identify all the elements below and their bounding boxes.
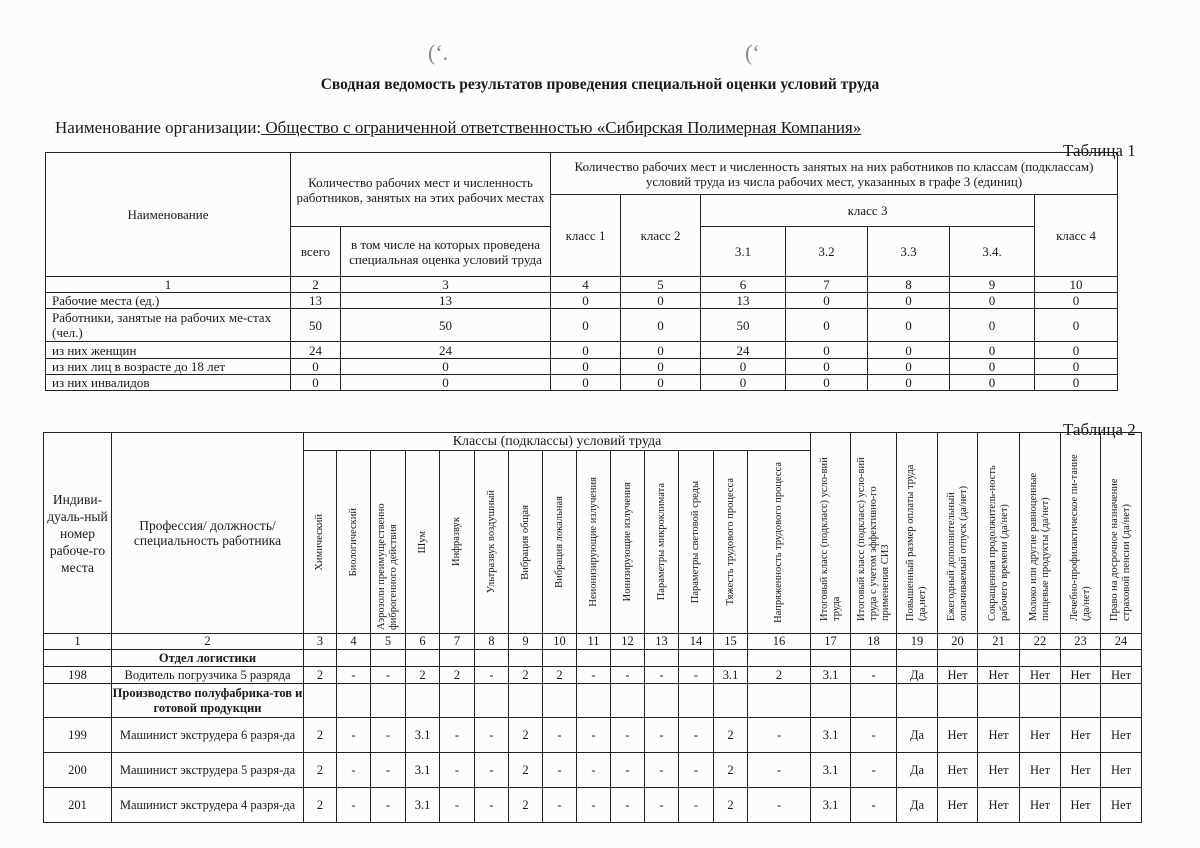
cell: 3.1 xyxy=(714,667,748,684)
header-classes-group: Классы (подклассы) условий труда xyxy=(304,433,811,451)
cell: 0 xyxy=(621,375,701,391)
cell xyxy=(406,684,440,718)
header-nutrition: Лечебно-профилактическое пи-тание (да/нет) xyxy=(1068,454,1092,621)
organization-line xyxy=(55,118,861,138)
cell: 0 xyxy=(786,359,868,375)
cell: Нет xyxy=(1061,718,1101,753)
cell: 2 xyxy=(748,667,811,684)
cell: 0 xyxy=(291,375,341,391)
cell: - xyxy=(645,667,679,684)
header-assessed: в том числе на которых проведена специальная оценка условий труда xyxy=(341,227,551,277)
cell: - xyxy=(371,753,406,788)
cell: 0 xyxy=(1035,375,1118,391)
col-num: 9 xyxy=(950,277,1035,293)
cell: 2 xyxy=(304,718,337,753)
document-title: Сводная ведомость результатов проведения специальной оценки условий труда xyxy=(320,76,880,93)
header-class3: класс 3 xyxy=(701,195,1035,227)
header-class3-2: 3.2 xyxy=(786,227,868,277)
cell xyxy=(645,684,679,718)
cell: 2 xyxy=(304,788,337,823)
cell: Да xyxy=(897,667,938,684)
col-num: 22 xyxy=(1020,634,1061,650)
header-factor-nonionizing: Неионизирующие излучения xyxy=(587,477,599,607)
cell: 0 xyxy=(291,359,341,375)
cell xyxy=(371,684,406,718)
cell: - xyxy=(851,753,897,788)
col-num: 1 xyxy=(44,634,112,650)
cell: 2 xyxy=(406,667,440,684)
cell: - xyxy=(611,753,645,788)
cell: - xyxy=(748,753,811,788)
col-num: 10 xyxy=(1035,277,1118,293)
cell: 2 xyxy=(440,667,475,684)
cell xyxy=(475,684,509,718)
cell: 0 xyxy=(786,293,868,309)
cell: - xyxy=(679,667,714,684)
cell xyxy=(543,684,577,718)
cell: - xyxy=(475,718,509,753)
pen-mark: (‘. xyxy=(428,40,449,65)
cell: Нет xyxy=(1101,667,1142,684)
col-num: 3 xyxy=(341,277,551,293)
header-final-class: Итоговый класс (подкласс) усло-вий труда xyxy=(818,457,842,621)
cell xyxy=(1020,650,1061,667)
cell xyxy=(304,684,337,718)
col-num: 4 xyxy=(337,634,371,650)
cell: - xyxy=(577,788,611,823)
col-num: 19 xyxy=(897,634,938,650)
cell: Нет xyxy=(1020,718,1061,753)
cell: 0 xyxy=(1035,309,1118,342)
table1-label: Таблица 1 xyxy=(1063,141,1136,160)
workplaces-table xyxy=(43,432,1142,823)
cell: 0 xyxy=(868,342,950,359)
cell: - xyxy=(337,718,371,753)
cell: Нет xyxy=(1020,753,1061,788)
cell: 2 xyxy=(509,753,543,788)
cell: 0 xyxy=(786,375,868,391)
cell: - xyxy=(679,788,714,823)
cell: 13 xyxy=(701,293,786,309)
header-factor-aerosols: Аэрозоли преимущественно фиброгенного действия xyxy=(376,503,399,630)
cell: 0 xyxy=(868,359,950,375)
col-num: 10 xyxy=(543,634,577,650)
cell: 3.1 xyxy=(811,788,851,823)
cell: 3.1 xyxy=(811,667,851,684)
cell: - xyxy=(748,718,811,753)
cell: 0 xyxy=(868,309,950,342)
cell: Нет xyxy=(1061,788,1101,823)
cell xyxy=(371,650,406,667)
cell: - xyxy=(475,753,509,788)
cell: - xyxy=(543,753,577,788)
cell: - xyxy=(577,718,611,753)
cell: - xyxy=(645,788,679,823)
cell: - xyxy=(645,718,679,753)
cell xyxy=(851,650,897,667)
row-label: из них инвалидов xyxy=(46,375,291,391)
cell: 0 xyxy=(1035,342,1118,359)
cell: - xyxy=(440,788,475,823)
cell: - xyxy=(851,718,897,753)
pen-mark: (‘ xyxy=(745,40,760,65)
cell: 13 xyxy=(341,293,551,309)
cell: Нет xyxy=(938,718,978,753)
cell: 0 xyxy=(551,309,621,342)
cell: 2 xyxy=(714,788,748,823)
cell: Нет xyxy=(1061,667,1101,684)
col-num: 7 xyxy=(440,634,475,650)
header-factor-biological: Биологический xyxy=(347,507,359,577)
cell: - xyxy=(577,667,611,684)
cell: 24 xyxy=(291,342,341,359)
cell: 24 xyxy=(341,342,551,359)
cell: - xyxy=(440,718,475,753)
cell: Нет xyxy=(978,753,1020,788)
col-num: 1 xyxy=(46,277,291,293)
cell: - xyxy=(645,753,679,788)
cell: 2 xyxy=(714,718,748,753)
cell: 3.1 xyxy=(406,753,440,788)
section-row xyxy=(44,684,1142,718)
cell: 0 xyxy=(786,309,868,342)
cell: 13 xyxy=(291,293,341,309)
cell: 3.1 xyxy=(811,718,851,753)
cell xyxy=(440,684,475,718)
cell xyxy=(897,684,938,718)
cell xyxy=(509,684,543,718)
col-num: 12 xyxy=(611,634,645,650)
cell xyxy=(714,650,748,667)
cell: - xyxy=(851,667,897,684)
row-label: из них лиц в возрасте до 18 лет xyxy=(46,359,291,375)
cell xyxy=(811,684,851,718)
header-factor-ionizing: Ионизирующие излучения xyxy=(621,482,633,602)
col-num: 2 xyxy=(112,634,304,650)
summary-table xyxy=(45,152,1118,391)
cell xyxy=(748,684,811,718)
cell: 0 xyxy=(621,309,701,342)
cell: Нет xyxy=(1101,753,1142,788)
cell: 0 xyxy=(551,293,621,309)
cell xyxy=(1101,684,1142,718)
cell: 0 xyxy=(868,375,950,391)
col-num: 15 xyxy=(714,634,748,650)
cell: 0 xyxy=(341,359,551,375)
cell xyxy=(645,650,679,667)
table-row xyxy=(46,293,1118,309)
cell: 3.1 xyxy=(406,788,440,823)
col-num: 23 xyxy=(1061,634,1101,650)
header-short-time: Сокращенная продолжитель-ность рабочего времени (да/нет) xyxy=(986,465,1010,621)
cell xyxy=(679,684,714,718)
header-class3-4: 3.4. xyxy=(950,227,1035,277)
cell: 0 xyxy=(950,359,1035,375)
column-numbers-row xyxy=(44,634,1142,650)
cell: - xyxy=(611,788,645,823)
cell xyxy=(897,650,938,667)
cell: - xyxy=(679,753,714,788)
col-num: 6 xyxy=(406,634,440,650)
header-factor-infrasound: Инфразвук xyxy=(451,517,462,567)
col-num: 17 xyxy=(811,634,851,650)
header-factor-vibration-general: Вибрация общая xyxy=(519,504,531,580)
section-row xyxy=(44,650,1142,667)
cell: 0 xyxy=(786,342,868,359)
header-final-class-siz: Итоговый класс (подкласс) усло-вий труда с учетом эффективно-го применения СИЗ xyxy=(855,457,891,621)
table-row xyxy=(46,359,1118,375)
header-class3-3: 3.3 xyxy=(868,227,950,277)
section-title: Производство полуфабрика-тов и готовой продукции xyxy=(112,684,304,718)
cell: 0 xyxy=(621,342,701,359)
col-num: 3 xyxy=(304,634,337,650)
cell: - xyxy=(337,788,371,823)
table-row xyxy=(44,718,1142,753)
cell: Нет xyxy=(1020,788,1061,823)
col-num: 8 xyxy=(868,277,950,293)
cell xyxy=(577,684,611,718)
table-row xyxy=(46,309,1118,342)
header-profession: Профессия/ должность/ специальность работника xyxy=(112,433,304,634)
table-row xyxy=(44,667,1142,684)
cell: 0 xyxy=(551,359,621,375)
cell: - xyxy=(371,667,406,684)
cell: 0 xyxy=(1035,293,1118,309)
header-class1: класс 1 xyxy=(551,195,621,277)
header-factor-lighting: Параметры световой среды xyxy=(690,480,701,604)
cell: 0 xyxy=(1035,359,1118,375)
header-factor-noise: Шум xyxy=(416,530,428,554)
cell: - xyxy=(371,718,406,753)
cell: - xyxy=(611,718,645,753)
cell: 0 xyxy=(701,375,786,391)
header-factor-chemical: Химический xyxy=(314,513,325,571)
cell: 2 xyxy=(304,667,337,684)
cell: Да xyxy=(897,718,938,753)
cell: - xyxy=(543,718,577,753)
header-class2: класс 2 xyxy=(621,195,701,277)
col-num: 4 xyxy=(551,277,621,293)
cell xyxy=(406,650,440,667)
cell: 0 xyxy=(551,375,621,391)
col-num: 9 xyxy=(509,634,543,650)
cell: 0 xyxy=(341,375,551,391)
cell xyxy=(337,650,371,667)
col-num: 21 xyxy=(978,634,1020,650)
cell: 0 xyxy=(950,309,1035,342)
header-total: всего xyxy=(291,227,341,277)
table-row xyxy=(46,375,1118,391)
cell: Нет xyxy=(1101,788,1142,823)
cell: Нет xyxy=(978,667,1020,684)
cell: - xyxy=(337,667,371,684)
header-extra-pay: Повышенный размер оплаты труда (да,нет) xyxy=(905,464,929,621)
col-num: 5 xyxy=(621,277,701,293)
profession: Водитель погрузчика 5 разряда xyxy=(112,667,304,684)
table-row xyxy=(44,788,1142,823)
cell xyxy=(1061,650,1101,667)
table2-label: Таблица 2 xyxy=(1063,420,1136,439)
header-group-right: Количество рабочих мест и численность занятых на них работников по классам (подклассам) условий труда из числа рабочих мест, указанных в графе 3 (единиц) xyxy=(551,153,1118,195)
header-id: Индиви-дуаль-ный номер рабоче-го места xyxy=(44,433,112,634)
cell: 2 xyxy=(304,753,337,788)
cell xyxy=(611,684,645,718)
cell xyxy=(1020,684,1061,718)
cell: - xyxy=(371,788,406,823)
header-class4: класс 4 xyxy=(1035,195,1118,277)
cell xyxy=(440,650,475,667)
header-factor-intensity: Напряженность трудового процесса xyxy=(773,461,785,623)
cell: Да xyxy=(897,788,938,823)
workplace-id: 198 xyxy=(44,667,112,684)
col-num: 8 xyxy=(475,634,509,650)
profession: Машинист экструдера 6 разря-да xyxy=(112,718,304,753)
cell xyxy=(1101,650,1142,667)
cell xyxy=(509,650,543,667)
cell: - xyxy=(440,753,475,788)
cell xyxy=(475,650,509,667)
section-title: Отдел логистики xyxy=(112,650,304,667)
col-num: 11 xyxy=(577,634,611,650)
cell: 3.1 xyxy=(406,718,440,753)
header-factor-vibration-local: Вибрация локальная xyxy=(553,496,565,588)
organization-name: Общество с ограниченной ответственностью «Сибирская Полимерная Компания» xyxy=(261,118,862,137)
col-num: 16 xyxy=(748,634,811,650)
table-row xyxy=(44,753,1142,788)
cell xyxy=(577,650,611,667)
cell xyxy=(679,650,714,667)
col-num: 24 xyxy=(1101,634,1142,650)
cell: 0 xyxy=(621,293,701,309)
row-label: из них женщин xyxy=(46,342,291,359)
cell: 0 xyxy=(950,375,1035,391)
workplace-id: 199 xyxy=(44,718,112,753)
col-num: 13 xyxy=(645,634,679,650)
cell: 2 xyxy=(509,667,543,684)
cell: - xyxy=(748,788,811,823)
cell: 3.1 xyxy=(811,753,851,788)
profession: Машинист экструдера 5 разря-да xyxy=(112,753,304,788)
col-num: 5 xyxy=(371,634,406,650)
organization-label: Наименование организации: xyxy=(55,118,262,137)
cell xyxy=(337,684,371,718)
cell: 50 xyxy=(291,309,341,342)
cell xyxy=(851,684,897,718)
cell: - xyxy=(611,667,645,684)
cell: - xyxy=(543,788,577,823)
row-label: Рабочие места (ед.) xyxy=(46,293,291,309)
col-num: 20 xyxy=(938,634,978,650)
cell xyxy=(44,684,112,718)
cell: - xyxy=(851,788,897,823)
cell xyxy=(938,650,978,667)
table-row xyxy=(46,342,1118,359)
cell: 0 xyxy=(621,359,701,375)
cell: 24 xyxy=(701,342,786,359)
cell: Нет xyxy=(978,788,1020,823)
cell xyxy=(1061,684,1101,718)
cell: - xyxy=(475,788,509,823)
cell: - xyxy=(577,753,611,788)
col-num: 14 xyxy=(679,634,714,650)
cell: 2 xyxy=(509,718,543,753)
row-label: Работники, занятые на рабочих ме-стах (чел.) xyxy=(46,309,291,342)
header-group-left: Количество рабочих мест и численность работников, занятых на этих рабочих местах xyxy=(291,153,551,227)
cell xyxy=(938,684,978,718)
cell: Нет xyxy=(938,788,978,823)
cell: Нет xyxy=(1020,667,1061,684)
workplace-id: 201 xyxy=(44,788,112,823)
cell: Да xyxy=(897,753,938,788)
cell xyxy=(748,650,811,667)
col-num: 6 xyxy=(701,277,786,293)
cell xyxy=(611,650,645,667)
cell xyxy=(543,650,577,667)
cell xyxy=(978,650,1020,667)
cell: Нет xyxy=(1061,753,1101,788)
cell xyxy=(304,650,337,667)
header-class3-1: 3.1 xyxy=(701,227,786,277)
cell: Нет xyxy=(978,718,1020,753)
cell: 0 xyxy=(950,293,1035,309)
profession: Машинист экструдера 4 разря-да xyxy=(112,788,304,823)
header-pension: Право на досрочное назначение страховой пенсии (да/нет) xyxy=(1109,478,1133,621)
cell: 50 xyxy=(701,309,786,342)
workplace-id: 200 xyxy=(44,753,112,788)
cell: Нет xyxy=(1101,718,1142,753)
cell: 0 xyxy=(551,342,621,359)
cell: - xyxy=(679,718,714,753)
header-extra-leave: Ежегодный дополнительный оплачиваемый отпуск (да/нет) xyxy=(945,485,969,621)
cell: - xyxy=(475,667,509,684)
cell: 2 xyxy=(543,667,577,684)
cell: 50 xyxy=(341,309,551,342)
column-numbers-row xyxy=(46,277,1118,293)
header-factor-microclimate: Параметры микроклимата xyxy=(655,483,667,601)
cell: - xyxy=(337,753,371,788)
cell: 2 xyxy=(714,753,748,788)
col-num: 2 xyxy=(291,277,341,293)
cell: 0 xyxy=(950,342,1035,359)
col-num: 7 xyxy=(786,277,868,293)
header-factor-ultrasound: Ультразвук воздушный xyxy=(485,490,497,594)
col-num: 18 xyxy=(851,634,897,650)
cell: 0 xyxy=(701,359,786,375)
cell: 0 xyxy=(868,293,950,309)
cell: Нет xyxy=(938,667,978,684)
cell xyxy=(714,684,748,718)
cell xyxy=(978,684,1020,718)
cell: 2 xyxy=(509,788,543,823)
cell: Нет xyxy=(938,753,978,788)
cell xyxy=(44,650,112,667)
header-factor-severity: Тяжесть трудового процесса xyxy=(724,478,736,606)
header-name: Наименование xyxy=(46,153,291,277)
cell xyxy=(811,650,851,667)
header-milk: Молоко или другие равноценные пищевые продукты (да/нет) xyxy=(1028,472,1052,621)
